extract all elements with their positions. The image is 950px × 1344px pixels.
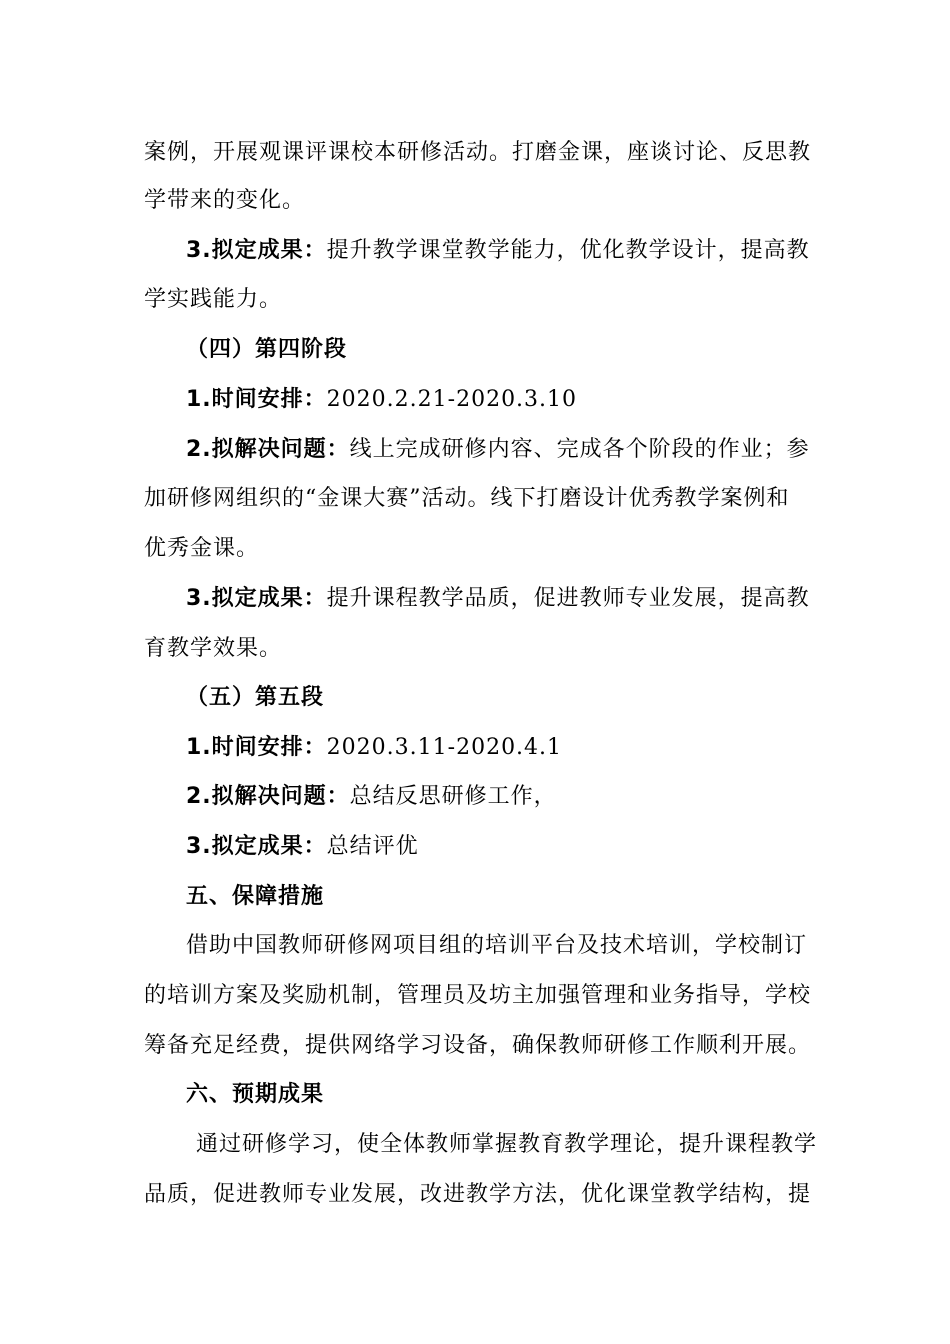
item-label: 1.时间安排： xyxy=(186,387,327,412)
section-heading: （五）第五段 xyxy=(186,685,325,710)
paragraph-line: 1.时间安排：2020.2.21-2020.3.10 xyxy=(186,387,578,412)
section-heading: 六、预期成果 xyxy=(186,1082,325,1107)
section-heading: （四）第四阶段 xyxy=(186,337,348,362)
paragraph-line: 3.拟定成果：提升教学课堂教学能力，优化教学设计，提高教 xyxy=(186,238,810,263)
item-label: 3.拟定成果： xyxy=(186,834,327,859)
paragraph-line: 案例，开展观课评课校本研修活动。打磨金课，座谈讨论、反思教 xyxy=(144,140,812,165)
item-label: 3.拟定成果： xyxy=(186,238,327,263)
paragraph-line: 2.拟解决问题：总结反思研修工作， xyxy=(186,784,557,809)
paragraph-line: 育教学效果。 xyxy=(144,636,283,661)
item-label: 1.时间安排： xyxy=(186,735,327,760)
paragraph-line: 优秀金课。 xyxy=(144,536,260,561)
paragraph-line: 学带来的变化。 xyxy=(144,188,306,213)
paragraph-line: 的培训方案及奖励机制，管理员及坊主加强管理和业务指导，学校 xyxy=(144,983,812,1008)
item-label: 3.拟定成果： xyxy=(186,586,327,611)
paragraph-line: 品质，促进教师专业发展，改进教学方法，优化课堂教学结构，提 xyxy=(144,1182,812,1207)
paragraph-line: 3.拟定成果：提升课程教学品质，促进教师专业发展，提高教 xyxy=(186,586,810,611)
paragraph-line: 1.时间安排：2020.3.11-2020.4.1 xyxy=(186,735,563,760)
paragraph-line: 2.拟解决问题：线上完成研修内容、完成各个阶段的作业；参 xyxy=(186,437,810,462)
section-heading: 五、保障措施 xyxy=(186,884,325,909)
item-label: 2.拟解决问题： xyxy=(186,437,350,462)
paragraph-line: 3.拟定成果：总结评优 xyxy=(186,834,419,859)
paragraph-line: 学实践能力。 xyxy=(144,287,283,312)
paragraph-line: 通过研修学习，使全体教师掌握教育教学理论，提升课程教学 xyxy=(196,1132,818,1157)
paragraph-line: 加研修网组织的“金课大赛”活动。线下打磨设计优秀教学案例和 xyxy=(144,486,790,511)
paragraph-line: 筹备充足经费，提供网络学习设备，确保教师研修工作顺利开展。 xyxy=(144,1033,812,1058)
paragraph-line: 借助中国教师研修网项目组的培训平台及技术培训，学校制订 xyxy=(186,933,808,958)
item-label: 2.拟解决问题： xyxy=(186,784,350,809)
